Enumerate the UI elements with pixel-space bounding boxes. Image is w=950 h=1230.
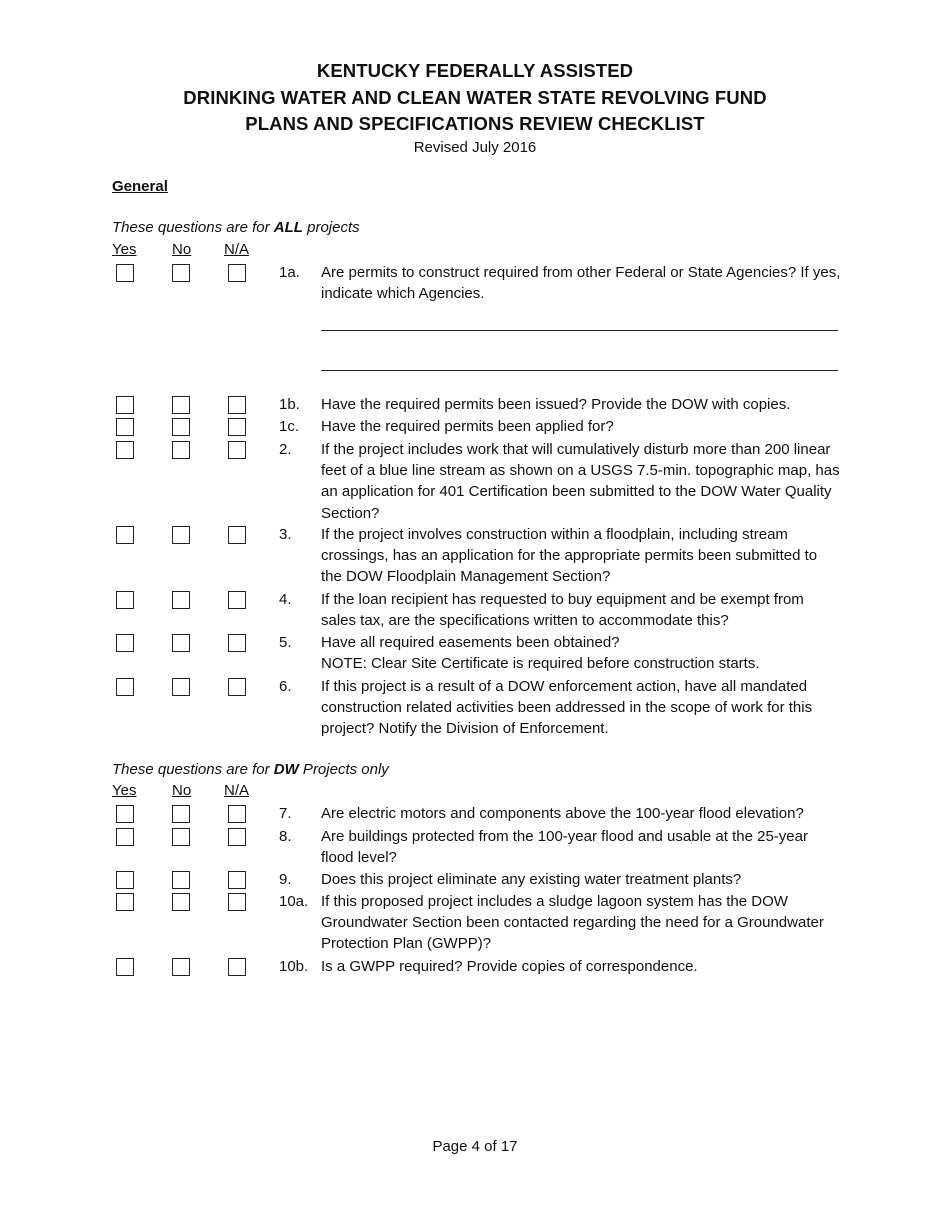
item-question: Does this project eliminate any existing water treatment plants? xyxy=(321,871,742,888)
yes-checkbox[interactable] xyxy=(116,678,134,696)
item-number: 5. xyxy=(279,634,292,651)
item-number: 1b. xyxy=(279,396,300,413)
na-checkbox[interactable] xyxy=(228,678,246,696)
yes-checkbox[interactable] xyxy=(116,418,134,436)
item-number: 6. xyxy=(279,678,292,695)
na-checkbox[interactable] xyxy=(228,958,246,976)
title-line-1: KENTUCKY FEDERALLY ASSISTED xyxy=(316,60,634,81)
intro-text-pre: These questions are for xyxy=(112,219,274,236)
column-header-na: N/A xyxy=(224,241,250,258)
group-dw-intro xyxy=(112,760,389,780)
item-question xyxy=(321,632,841,674)
na-checkbox[interactable] xyxy=(228,526,246,544)
item-question: Are buildings protected from the 100-year flood and usable at the 25-year flood level? xyxy=(321,828,808,867)
no-checkbox[interactable] xyxy=(172,871,190,889)
yes-checkbox[interactable] xyxy=(116,893,134,911)
item-number: 8. xyxy=(279,828,292,845)
item-question: Are electric motors and components above the 100-year flood elevation? xyxy=(321,805,804,822)
no-checkbox[interactable] xyxy=(172,441,190,459)
no-checkbox[interactable] xyxy=(172,634,190,652)
na-checkbox[interactable] xyxy=(228,396,246,414)
no-checkbox[interactable] xyxy=(172,805,190,823)
yes-checkbox[interactable] xyxy=(116,264,134,282)
item-question-text: Have all required easements been obtained? xyxy=(321,634,620,651)
yes-checkbox[interactable] xyxy=(116,871,134,889)
intro-text-bold: DW xyxy=(273,761,299,778)
na-checkbox[interactable] xyxy=(228,893,246,911)
na-checkbox[interactable] xyxy=(228,805,246,823)
item-number: 2. xyxy=(279,441,292,458)
yes-checkbox[interactable] xyxy=(116,441,134,459)
column-header-yes: Yes xyxy=(112,782,137,799)
section-title-general: General xyxy=(112,178,168,195)
column-header-yes: Yes xyxy=(112,241,137,258)
item-question: Have the required permits been applied for? xyxy=(321,418,614,435)
column-header-na: N/A xyxy=(224,782,250,799)
yes-checkbox[interactable] xyxy=(116,805,134,823)
item-question: If this proposed project includes a sludge lagoon system has the DOW Groundwater Section been contacted regarding the need for a Groundwater Protection Plan (GWPP)? xyxy=(321,893,824,953)
no-checkbox[interactable] xyxy=(172,828,190,846)
no-checkbox[interactable] xyxy=(172,893,190,911)
page-number: Page 4 of 17 xyxy=(432,1138,518,1155)
item-number: 3. xyxy=(279,526,292,543)
item-number: 7. xyxy=(279,805,292,822)
na-checkbox[interactable] xyxy=(228,441,246,459)
yes-checkbox[interactable] xyxy=(116,828,134,846)
item-number: 1c. xyxy=(279,418,300,435)
item-question: If the project includes work that will cumulatively disturb more than 200 linear feet of a blue line stream as shown on a USGS 7.5-min. topographic map, has an application for 401 Certification been submitted to the DOW Water Quality Section? xyxy=(321,441,840,522)
no-checkbox[interactable] xyxy=(172,958,190,976)
item-question: Is a GWPP required? Provide copies of correspondence. xyxy=(321,958,698,975)
item-number: 4. xyxy=(279,591,292,608)
na-checkbox[interactable] xyxy=(228,634,246,652)
item-number: 10b. xyxy=(279,958,309,975)
na-checkbox[interactable] xyxy=(228,264,246,282)
column-header-no: No xyxy=(172,782,192,799)
no-checkbox[interactable] xyxy=(172,591,190,609)
title-line-2: DRINKING WATER AND CLEAN WATER STATE REVOLVING FUND xyxy=(183,86,767,108)
title-line-3: PLANS AND SPECIFICATIONS REVIEW CHECKLIST xyxy=(245,113,705,134)
no-checkbox[interactable] xyxy=(172,526,190,544)
item-question: If the project involves construction within a floodplain, including stream crossings, has an application for the appropriate permits been submitted to the DOW Floodplain Management Section? xyxy=(321,526,818,586)
no-checkbox[interactable] xyxy=(172,264,190,282)
yes-checkbox[interactable] xyxy=(116,634,134,652)
intro-text-post: Projects only xyxy=(298,761,389,778)
agencies-answer-line-1[interactable] xyxy=(321,330,838,331)
document-title xyxy=(0,58,950,158)
na-checkbox[interactable] xyxy=(228,871,246,889)
intro-text-bold: ALL xyxy=(273,219,303,236)
na-checkbox[interactable] xyxy=(228,418,246,436)
item-question: Have the required permits been issued? Provide the DOW with copies. xyxy=(321,396,791,413)
revision-date: Revised July 2016 xyxy=(413,138,537,156)
item-question: If this project is a result of a DOW enforcement action, have all mandated construction related activities been addressed in the scope of work for this project? Notify the Division of Enforcement. xyxy=(321,678,813,738)
no-checkbox[interactable] xyxy=(172,396,190,414)
group-all-intro xyxy=(112,218,360,238)
item-number: 9. xyxy=(279,871,292,888)
yes-checkbox[interactable] xyxy=(116,526,134,544)
item-question: Are permits to construct required from other Federal or State Agencies? If yes, indicate which Agencies. xyxy=(321,264,841,303)
yes-checkbox[interactable] xyxy=(116,958,134,976)
agencies-answer-line-2[interactable] xyxy=(321,370,838,371)
intro-text-pre: These questions are for xyxy=(112,761,274,778)
item-question: If the loan recipient has requested to buy equipment and be exempt from sales tax, are the specifications written to accommodate this? xyxy=(321,591,804,630)
yes-checkbox[interactable] xyxy=(116,396,134,414)
item-number: 1a. xyxy=(279,264,300,281)
na-checkbox[interactable] xyxy=(228,591,246,609)
na-checkbox[interactable] xyxy=(228,828,246,846)
no-checkbox[interactable] xyxy=(172,678,190,696)
column-header-no: No xyxy=(172,241,192,258)
yes-checkbox[interactable] xyxy=(116,591,134,609)
no-checkbox[interactable] xyxy=(172,418,190,436)
item-note: NOTE: Clear Site Certificate is required before construction starts. xyxy=(321,655,760,673)
item-number: 10a. xyxy=(279,893,309,910)
intro-text-post: projects xyxy=(302,219,360,236)
